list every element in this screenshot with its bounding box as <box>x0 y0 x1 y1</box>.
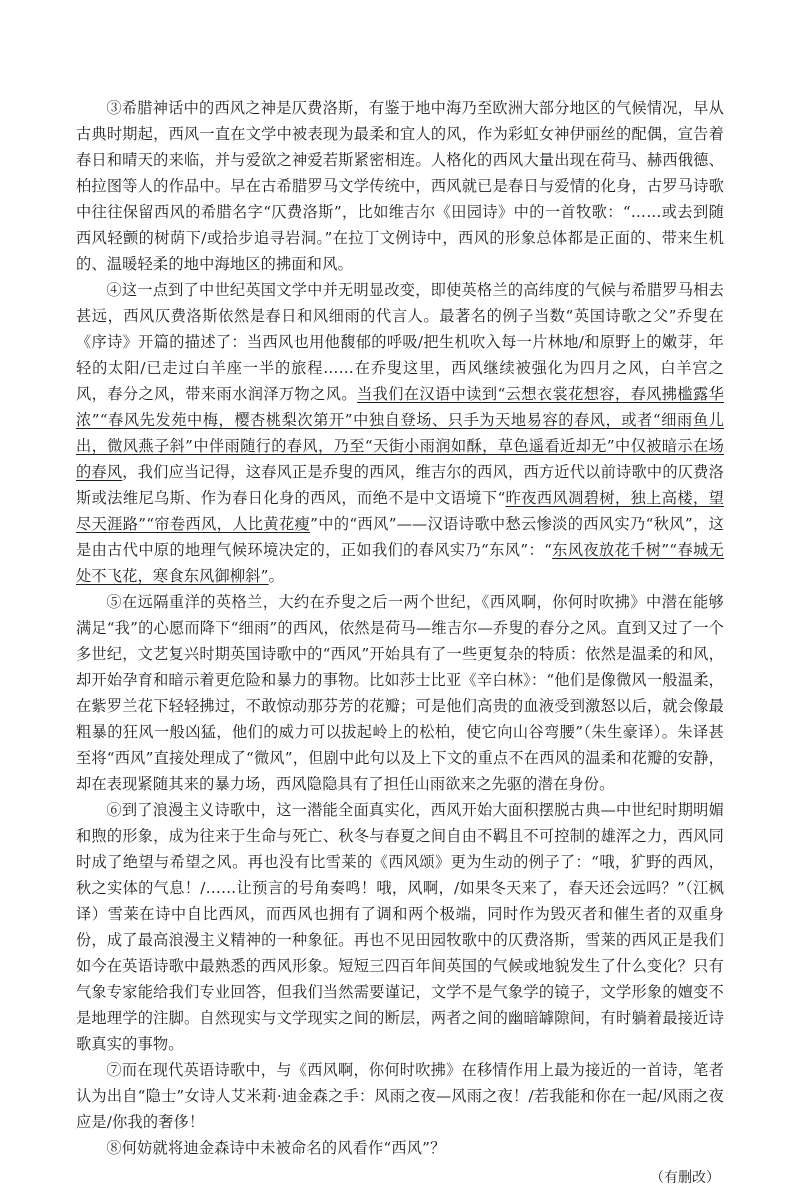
text-segment: ⑦而在现代英语诗歌中，与《西风啊，你何时吹拂》在移情作用上最为接近的一首诗，笔者认为出自“隐士”女诗人艾米莉·迪金森之手：风雨之夜—风雨之夜！/若我能和你在一起/风雨之夜应是/你我的奢侈！ <box>76 1061 724 1131</box>
text-segment: ③希腊神话中的西风之神是仄费洛斯，有鉴于地中海乃至欧洲大部分地区的气候情况，早从古典时期起，西风一直在文学中被表现为最柔和宜人的风，作为彩虹女神伊丽丝的配偶，宣告着春日和晴天的来临，并与爱欲之神爱若斯紧密相连。人格化的西风大量出现在荷马、赫西俄德、柏拉图等人的作品中。早在古希腊罗马文学传统中，西风就已是春日与爱情的化身，古罗马诗歌中往往保留西风的希腊名字“仄费洛斯”，比如维吉尔《田园诗》中的一首牧歌：“……或去到随西风轻颤的树荫下/或拾步追寻岩洞。”在拉丁文例诗中，西风的形象总体都是正面的、带来生机的、温暖轻柔的地中海地区的拂面和风。 <box>76 99 724 273</box>
paragraph-8 <box>76 1135 724 1161</box>
edit-note: （有删改） <box>650 1170 720 1186</box>
underlined-text: 当我们在汉语中读到“云想衣裳花想容，春风拂槛露华浓”“春风先发苑中梅，樱杏桃梨次第开”中独自登场、只手为天地易容的春风，或者“细雨鱼儿出，微风燕子斜”中伴雨随行的春风，乃至“天街小雨润如酥，草色遥看近却无”中仅被暗示在场的春风 <box>76 385 724 481</box>
article-body <box>76 95 724 1161</box>
paragraph-5 <box>76 589 724 797</box>
paragraph-3 <box>76 95 724 277</box>
paragraph-4 <box>76 277 724 589</box>
text-segment: ④这一点到了中世纪英国文学中并无明显改变，即使英格兰的高纬度的气候与希腊罗马相去甚远，西风仄费洛斯依然是春日和风细雨的代言人。最著名的例子当数“英国诗歌之父”乔叟在《序诗》开篇的描述了：当西风也用他馥郁的呼吸/把生机吹入每一片林地/和原野上的嫩芽，年轻的太阳/已走过白羊座一半的旅程……在乔叟这里，西风继续被强化为四月之风，白羊宫之风，春分之风，带来雨水润泽万物之风。 <box>76 281 724 403</box>
paragraph-7 <box>76 1057 724 1135</box>
paragraph-6 <box>76 797 724 1057</box>
text-segment: 。 <box>268 567 285 585</box>
underlined-text: 东风夜放花千树”“春城无处不飞花，寒食东风御柳斜” <box>76 541 724 585</box>
text-segment: ⑤在远隔重洋的英格兰，大约在乔叟之后一两个世纪，《西风啊，你何时吹拂》中潜在能够满足“我”的心愿而降下“细雨”的西风，依然是荷马—维吉尔—乔叟的春分之风。直到又过了一个多世纪，文艺复兴时期英国诗歌中的“西风”开始具有了一些更复杂的特质：依然是温柔的和风，却开始孕育和暗示着更危险和暴力的事物。比如莎士比亚《辛白林》：“他们是像微风一般温柔，在紫罗兰花下轻轻拂过，不敢惊动那芬芳的花瓣；可是他们高贵的血液受到激怒以后，就会像最粗暴的狂风一般凶猛，他们的威力可以拔起岭上的松柏，使它向山谷弯腰”（朱生豪译）。朱译甚至将“西风”直接处理成了“微风”，但剧中此句以及上下文的重点不在西风的温柔和花瓣的安静，却在表现紧随其来的暴力场，西风隐隐具有了担任山雨欲来之先驱的潜在身份。 <box>76 593 724 793</box>
text-segment: ⑧何妨就将迪金森诗中未被命名的风看作“西风”？ <box>106 1139 446 1157</box>
text-segment: ⑥到了浪漫主义诗歌中，这一潜能全面真实化，西风开始大面积摆脱古典—中世纪时期明媚和煦的形象，成为往来于生命与死亡、秋冬与春夏之间自由不羁且不可控制的雄浑之力，西风同时成了绝望与希望之风。再也没有比雪莱的《西风颂》更为生动的例子了：“哦，犷野的西风，秋之实体的气息！/……让预言的号角奏鸣！哦，风啊，/如果冬天来了，春天还会远吗？”（江枫译）雪莱在诗中自比西风，而西风也拥有了调和两个极端，同时作为毁灭者和催生者的双重身份，成了最高浪漫主义精神的一种象征。再也不见田园牧歌中的仄费洛斯，雪莱的西风正是我们如今在英语诗歌中最熟悉的西风形象。短短三四百年间英国的气候或地貌发生了什么变化？只有气象专家能给我们专业回答，但我们当然需要谨记，文学不是气象学的镜子，文学形象的嬗变不是地理学的注脚。自然现实与文学现实之间的断层，两者之间的幽暗罅隙间，有时躺着最接近诗歌真实的事物。 <box>76 801 724 1053</box>
text-segment: ，我们应当记得，这春风正是乔叟的西风，维吉尔的西风，西方近代以前诗歌中的仄费洛斯或法维尼乌斯、作为春日化身的西风，而绝不是中文语境下“ <box>76 463 724 507</box>
underlined-text: 昨夜西风凋碧树，独上高楼，望尽天涯路”“帘卷西风，人比黄花瘦 <box>76 489 724 533</box>
text-segment: ”中的“西风”——汉语诗歌中愁云惨淡的西风实乃“秋风”，这是由古代中原的地理气候环境决定的，正如我们的春风实乃“东风”：“ <box>76 515 724 559</box>
